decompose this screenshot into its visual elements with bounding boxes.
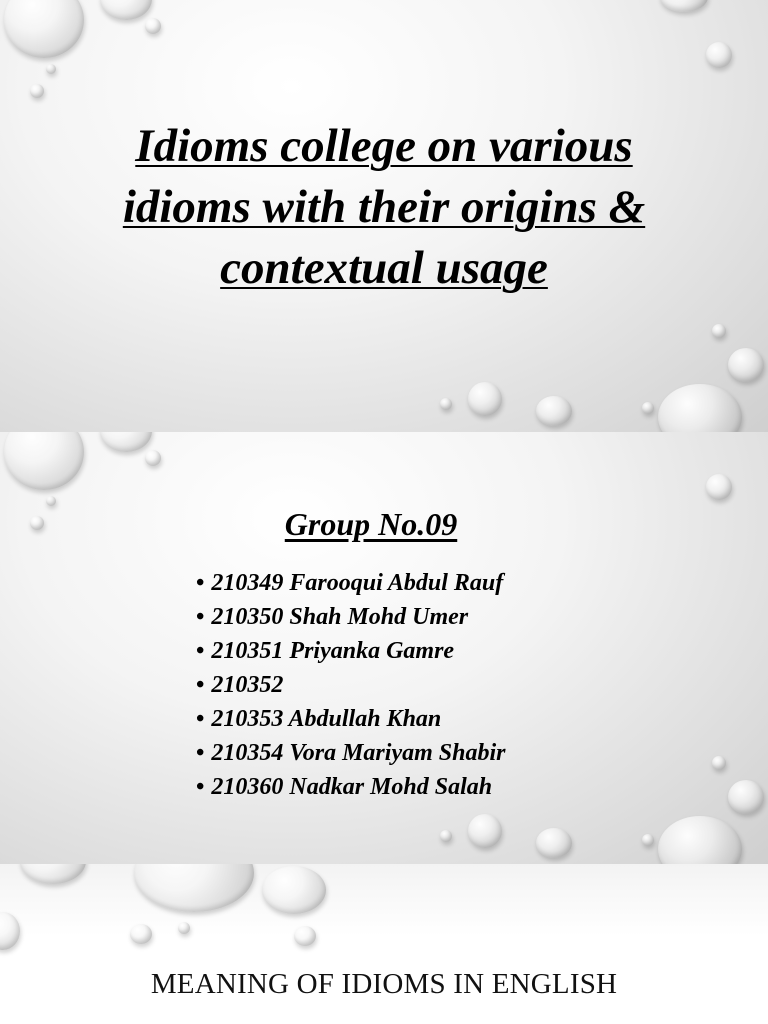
water-drop bbox=[178, 922, 190, 934]
water-drop bbox=[642, 834, 654, 846]
member-list bbox=[196, 566, 505, 804]
member-text: 210354 Vora Mariyam Shabir bbox=[211, 740, 506, 766]
water-drop bbox=[100, 0, 152, 20]
group-heading: Group No.09 bbox=[284, 506, 458, 542]
water-drop bbox=[712, 324, 726, 338]
member-text: 210360 Nadkar Mohd Salah bbox=[211, 774, 493, 800]
water-drop bbox=[440, 830, 452, 842]
bullet: • bbox=[196, 570, 205, 596]
member-text: 210350 Shah Mohd Umer bbox=[211, 604, 469, 630]
bullet: • bbox=[196, 706, 205, 732]
member-item bbox=[196, 736, 505, 770]
member-text: 210352 bbox=[211, 672, 284, 698]
slide-title: MEANING OF IDIOMS IN ENGLISH bbox=[150, 968, 618, 1000]
member-item bbox=[196, 668, 505, 702]
water-drop bbox=[468, 814, 502, 848]
member-item bbox=[196, 702, 505, 736]
slide-2 bbox=[0, 432, 768, 864]
water-drop bbox=[262, 866, 326, 914]
bullet: • bbox=[196, 672, 205, 698]
bullet: • bbox=[196, 638, 205, 664]
water-drop bbox=[468, 382, 502, 416]
water-drop bbox=[728, 780, 764, 814]
water-drop bbox=[658, 816, 742, 864]
water-drop bbox=[30, 84, 44, 98]
water-drop bbox=[0, 912, 20, 950]
water-drop bbox=[20, 864, 86, 884]
water-drop bbox=[706, 474, 732, 500]
water-drop bbox=[145, 18, 161, 34]
bullet: • bbox=[196, 740, 205, 766]
member-item bbox=[196, 566, 505, 600]
member-text: 210351 Priyanka Gamre bbox=[211, 638, 455, 664]
bullet: • bbox=[196, 604, 205, 630]
water-drop bbox=[100, 432, 152, 452]
water-drop bbox=[4, 0, 84, 58]
water-drop bbox=[712, 756, 726, 770]
water-drop bbox=[46, 64, 56, 74]
water-drop bbox=[706, 42, 732, 68]
water-drop bbox=[658, 384, 742, 432]
member-text: 210349 Farooqui Abdul Rauf bbox=[211, 570, 504, 596]
water-drop bbox=[294, 926, 316, 946]
member-item bbox=[196, 770, 505, 804]
water-drop bbox=[660, 0, 708, 12]
water-drop bbox=[728, 348, 764, 382]
water-drop bbox=[134, 864, 254, 912]
slide-3 bbox=[0, 864, 768, 1024]
bullet: • bbox=[196, 774, 205, 800]
water-drop bbox=[145, 450, 161, 466]
water-drop bbox=[4, 432, 84, 490]
member-item bbox=[196, 634, 505, 668]
water-drop bbox=[536, 396, 572, 426]
member-item bbox=[196, 600, 505, 634]
slide-title: Idioms college on various idioms with their origins & contextual usage bbox=[122, 120, 646, 294]
slide-1 bbox=[0, 0, 768, 432]
water-drop bbox=[440, 398, 452, 410]
water-drop bbox=[642, 402, 654, 414]
water-drop bbox=[46, 496, 56, 506]
water-drop bbox=[536, 828, 572, 858]
water-drop bbox=[130, 924, 152, 944]
member-text: 210353 Abdullah Khan bbox=[211, 706, 442, 732]
